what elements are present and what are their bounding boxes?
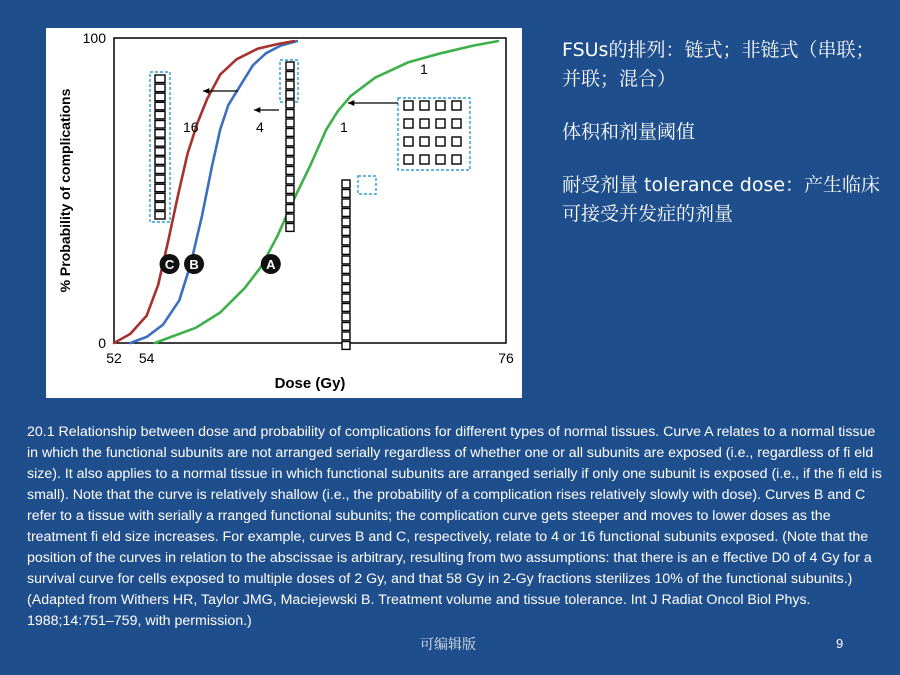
- chart-svg: [46, 28, 522, 398]
- subunit-square: [342, 218, 350, 226]
- grid-subunit-square: [420, 155, 429, 164]
- subunit-square: [155, 121, 165, 129]
- subunit-square: [155, 102, 165, 110]
- subunit-square: [155, 202, 165, 210]
- y-axis-label: % Probability of complications: [57, 88, 73, 293]
- figure-caption: 20.1 Relationship between dose and probability of complications for different types of normal tissues. Curve A relates to a normal tissue in which the functional subunits are not arranged serially regardless of whether one or all subunits are exposed (i.e., regardless of fi eld size). It also applies to a normal tissue in which functional subunits are arranged serially if only one subunit is exposed (i.e., if the fi eld is small). Note that the curve is relatively shallow (i.e., the probability of a complication rises relatively slowly with dose). Curves B and C refer to a tissue with serially a rranged functional subunits; the complication curve gets steeper and moves to lower doses as the treatment fi eld size increases. For example, curves B and C, respectively, relate to 4 or 16 functional subunits exposed. (Note that the position of the curves in relation to the abscissae is arbitrary, resulting from two assumptions: that there is an e ffective D0 of 4 Gy for a survival curve for cells exposed to multiple doses of 2 Gy, and that 58 Gy in 2-Gy fractions sterilizes 10% of the functional subunits.) (Adapted from Withers HR, Taylor JMG, Maciejewski B. Treatment volume and tissue tolerance. Int J Radiat Oncol Biol Phys. 1988;14:751–759, with permission.): [27, 424, 882, 629]
- subunit-square: [286, 129, 294, 137]
- subunit-square: [342, 199, 350, 207]
- subunit-count-label: 1: [420, 61, 428, 77]
- grid-subunit-square: [420, 119, 429, 128]
- y-tick-label: 100: [82, 30, 106, 46]
- watermark: 可编辑版: [420, 637, 476, 653]
- arrow-to-grid-head: [348, 100, 354, 106]
- subunit-square: [342, 190, 350, 198]
- arrow-to-16-field-head: [203, 88, 209, 94]
- subunit-square: [286, 157, 294, 165]
- subunit-square: [286, 138, 294, 146]
- subunit-square: [342, 237, 350, 245]
- subunit-square: [342, 180, 350, 188]
- arrow-to-4-field-head: [254, 107, 260, 113]
- bullet-tolerance-dose: 耐受剂量 tolerance dose：产生临床可接受并发症的剂量: [562, 174, 881, 225]
- grid-subunit-square: [436, 137, 445, 146]
- subunit-square: [342, 332, 350, 340]
- subunit-square: [155, 148, 165, 156]
- curve-marker-label: C: [164, 257, 175, 272]
- subunit-square: [342, 247, 350, 255]
- subunit-square: [155, 184, 165, 192]
- subunit-square: [286, 205, 294, 213]
- subunit-square: [286, 100, 294, 108]
- grid-subunit-square: [436, 119, 445, 128]
- subunit-square: [286, 186, 294, 194]
- subunit-square: [286, 62, 294, 70]
- subunit-square: [286, 167, 294, 175]
- subunit-square: [286, 214, 294, 222]
- chart-panel: [46, 28, 522, 398]
- subunit-square: [155, 166, 165, 174]
- grid-subunit-square: [420, 137, 429, 146]
- curve-marker-label: B: [189, 257, 199, 272]
- subunit-square: [342, 294, 350, 302]
- subunit-count-label: 16: [183, 119, 199, 135]
- page-number: 9: [836, 636, 844, 651]
- subunit-square: [155, 157, 165, 165]
- subunit-square: [155, 139, 165, 147]
- subunit-square: [342, 285, 350, 293]
- bullet-fsu-arrangement: FSUs的排列：链式；非链式（串联；并联；混合）: [562, 39, 875, 90]
- grid-subunit-square: [420, 101, 429, 110]
- x-tick-label: 76: [498, 350, 514, 366]
- grid-subunit-square: [404, 155, 413, 164]
- field-box-1: [358, 176, 376, 194]
- grid-subunit-square: [436, 155, 445, 164]
- subunit-square: [342, 256, 350, 264]
- subunit-square: [286, 81, 294, 89]
- subunit-square: [286, 224, 294, 232]
- grid-subunit-square: [452, 137, 461, 146]
- bullet-volume-threshold: 体积和剂量阈值: [562, 121, 696, 143]
- subunit-count-label: 4: [256, 119, 264, 135]
- subunit-square: [286, 72, 294, 80]
- subunit-square: [155, 212, 165, 220]
- curve-marker-label: A: [266, 257, 276, 272]
- subunit-count-label: 1: [340, 119, 348, 135]
- subunit-square: [342, 342, 350, 350]
- y-tick-label: 0: [98, 335, 106, 351]
- x-tick-label: 54: [138, 350, 155, 366]
- x-tick-label: 52: [106, 350, 122, 366]
- subunit-square: [155, 84, 165, 92]
- subunit-square: [155, 111, 165, 119]
- subunit-square: [342, 304, 350, 312]
- grid-subunit-square: [452, 155, 461, 164]
- subunit-square: [342, 228, 350, 236]
- bullet-list: [562, 36, 882, 253]
- grid-subunit-square: [404, 119, 413, 128]
- subunit-square: [342, 209, 350, 217]
- subunit-square: [342, 313, 350, 321]
- subunit-square: [342, 275, 350, 283]
- subunit-square: [286, 148, 294, 156]
- subunit-square: [155, 75, 165, 83]
- subunit-square: [286, 119, 294, 127]
- grid-subunit-square: [452, 101, 461, 110]
- subunit-square: [155, 93, 165, 101]
- subunit-square: [286, 195, 294, 203]
- plot-frame: [114, 38, 506, 343]
- subunit-square: [155, 175, 165, 183]
- subunit-square: [155, 130, 165, 138]
- curve-c: [114, 41, 294, 343]
- grid-subunit-square: [436, 101, 445, 110]
- subunit-square: [286, 110, 294, 118]
- subunit-square: [342, 266, 350, 274]
- subunit-square: [286, 91, 294, 99]
- subunit-square: [286, 176, 294, 184]
- subunit-square: [342, 323, 350, 331]
- x-axis-label: Dose (Gy): [274, 375, 346, 392]
- grid-subunit-square: [452, 119, 461, 128]
- grid-subunit-square: [404, 137, 413, 146]
- grid-subunit-square: [404, 101, 413, 110]
- subunit-square: [155, 193, 165, 201]
